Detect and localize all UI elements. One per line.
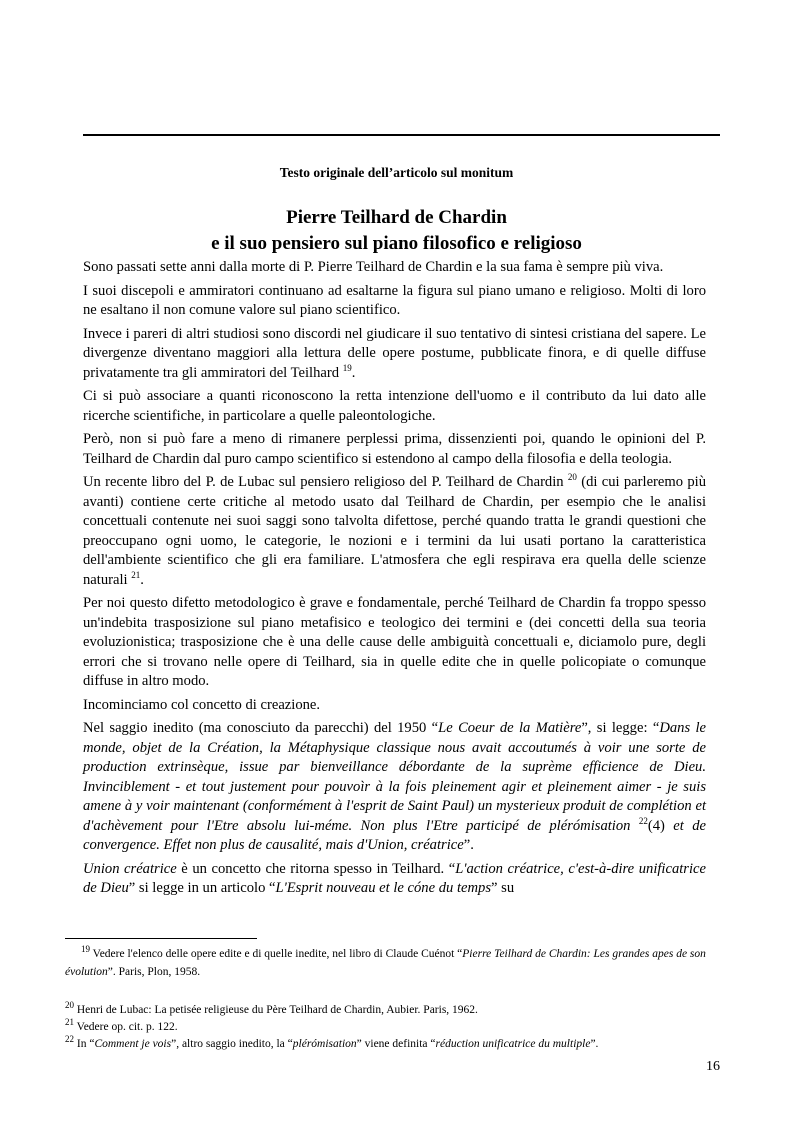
quote-coeur-matiere: Dans le monde, objet de la Création, la Métaphysique classique nous avait accoutumés à voir une sorte de production extrinsèque, issue par bienveillance débordante de la suprème efficience de Dieu. Invinciblement - et tout justement pour pouvoìr à la fois pleinement agir et pleinement aimer - je suis amene à y voir maintenant (conformément à l'esprit de Saint Paul) un mysterieux produit de complétion et d'achèvement pour l'Etre absolu lui-méme. Non plus l'Etre participé de plérómisation bbox=[83, 720, 706, 834]
footnote-19-text-a: Vedere l'elenco delle opere edite e di quelle inedite, nel libro di Claude Cuénot “ bbox=[90, 948, 463, 960]
footnote-22 bbox=[65, 1034, 765, 1052]
footnote-19-number: 19 bbox=[81, 944, 90, 955]
header-rule bbox=[83, 134, 720, 136]
footnote-19-book-title: Pierre Teilhard de Chardin: Les grandes apes de son évolution bbox=[65, 948, 706, 978]
footnote-22-text-b: ”, altro saggio inedito, la “ bbox=[171, 1038, 293, 1050]
footnote-21-number: 21 bbox=[65, 1017, 74, 1028]
paragraph-9-mid: (4) bbox=[647, 817, 665, 834]
footnote-22-definition: réduction unificatrice du multiple bbox=[435, 1038, 591, 1050]
quote-coeur-matiere-end: et de convergence. Effet non plus de causalité, mais d'Union, créatrice bbox=[83, 817, 706, 853]
article-title-esprit-nouveau: L'Esprit nouveau et le cóne du temps bbox=[275, 880, 492, 896]
term-union-creatrice: Union créatrice bbox=[83, 860, 177, 877]
paragraph-10-text-a: è un concetto che ritorna spesso in Teilhard. “ bbox=[176, 860, 456, 877]
footnote-22-text-c: ” viene definita “ bbox=[356, 1038, 436, 1050]
footnote-22-number: 22 bbox=[65, 1034, 74, 1045]
paragraph-9-text-c: ”. bbox=[463, 837, 474, 853]
section-header: Testo originale dell’articolo sul monitum bbox=[279, 165, 514, 180]
paragraph-3-text: Invece i pareri di altri studiosi sono discordi nel giudicare il suo tentativo di sintesi cristiana del sapere. Le divergenze diventano maggiori alla lettura delle opere postume, pubblicate finora, e di quelle diffuse privatamente tra gli ammiratori del Teilhard bbox=[83, 325, 706, 381]
paragraph-5: Però, non si può fare a meno di rimanere perplessi prima, dissenzienti poi, quando le opinioni del P. Teilhard de Chardin dal puro campo scientifico si estendono al campo della filosofia e della teologia. bbox=[83, 431, 706, 467]
paragraph-8: Incominciamo col concetto di creazione. bbox=[83, 696, 321, 713]
article-title bbox=[0, 205, 793, 257]
footnote-20 bbox=[65, 1000, 765, 1018]
footnote-19-text-b: ”. Paris, Plon, 1958. bbox=[107, 966, 201, 978]
footnote-22-text-d: ”. bbox=[590, 1038, 599, 1050]
paragraph-10 bbox=[83, 860, 706, 899]
article-title-line-1: Pierre Teilhard de Chardin bbox=[286, 207, 507, 228]
paragraph-9 bbox=[83, 719, 706, 856]
paragraph-2: I suoi discepoli e ammiratori continuano ad esaltarne la figura sul piano umano e religioso. Molti di loro ne esaltano il non comune valore sul piano scientifico. bbox=[83, 282, 706, 318]
footnote-21-text: Vedere op. cit. p. 122. bbox=[74, 1021, 178, 1033]
footnote-20-text: Henri de Lubac: La petisée religieuse du Père Teilhard de Chardin, Aubier. Paris, 1962. bbox=[74, 1004, 478, 1016]
article-body bbox=[83, 258, 706, 903]
paragraph-6-text-a: Un recente libro del P. de Lubac sul pensiero religioso del P. Teilhard de Chardin bbox=[83, 474, 568, 490]
footnote-22-text-a: In “ bbox=[74, 1038, 95, 1050]
quote-action-creatrice: L'action créatrice, c'est-à-dire unificatrice de Dieu bbox=[83, 860, 706, 896]
article-title-line-2: e il suo pensiero sul piano filosofico e religioso bbox=[211, 233, 582, 254]
paragraph-6 bbox=[83, 473, 706, 590]
paragraph-3-end: . bbox=[351, 364, 356, 381]
page-number: 16 bbox=[706, 1059, 720, 1074]
paragraph-7: Per noi questo difetto metodologico è grave e fondamentale, perché Teilhard de Chardin fa troppo spesso un'indebita trasposizione sul piano metafisico e teologico dei termini e (dei concetti della sua teoria evoluzionistica; trasposizione che è una delle cause delle ambiguità concettuali e, diciamolo pure, degli errori che si trovano nelle opere di Teilhard, sia in quelle edite che in quelle policopiate o comunque diffuse in altro modo. bbox=[83, 595, 706, 689]
footnote-21 bbox=[65, 1017, 765, 1035]
quote-title-coeur-matiere: Le Coeur de la Matière bbox=[438, 720, 582, 736]
paragraph-4: Ci si può associare a quanti riconoscono la retta intenzione dell'uomo e il contributo da lui dato alle ricerche scientifiche, in particolare a quelle paleontologiche. bbox=[83, 388, 706, 424]
footnote-ref-19: 19 bbox=[342, 362, 352, 373]
paragraph-3 bbox=[83, 325, 706, 384]
footnote-ref-21: 21 bbox=[131, 569, 141, 580]
footnote-19 bbox=[65, 945, 725, 981]
footnote-22-essay-title: Comment je vois bbox=[94, 1038, 172, 1050]
paragraph-6-text-c: . bbox=[140, 571, 144, 588]
footnote-20-number: 20 bbox=[65, 1000, 74, 1011]
footnote-ref-20: 20 bbox=[567, 472, 577, 483]
paragraph-10-text-b: ” si legge in un articolo “ bbox=[128, 880, 276, 896]
footnote-ref-22: 22 bbox=[638, 815, 648, 826]
paragraph-9-text-b: ”, si legge: “ bbox=[581, 720, 660, 736]
footnote-22-term: plérómisation bbox=[292, 1038, 357, 1050]
paragraph-10-text-c: ” su bbox=[491, 880, 515, 896]
footnote-separator bbox=[65, 938, 257, 939]
paragraph-1: Sono passati sette anni dalla morte di P. Pierre Teilhard de Chardin e la sua fama è sempre più viva. bbox=[83, 259, 664, 275]
paragraph-9-text-a: Nel saggio inedito (ma conosciuto da parecchi) del 1950 “ bbox=[83, 720, 439, 736]
footnotes-list bbox=[65, 1000, 765, 1054]
paragraph-6-text-b: (di cui parleremo più avanti) contiene certe critiche al metodo usato dal Teilhard de Chardin, per esempio che le analisi concettuali contenute nei suoi saggi sono talvolta difettose, perché quando tratta le grandi questioni che preoccupano ogni uomo, le categorie, le nozioni e i termini da lui usati portano la caratteristica dell'ambiente scientifico che gli era familiare. L'atmosfera che egli respirava era quella delle scienze naturali bbox=[83, 474, 707, 588]
